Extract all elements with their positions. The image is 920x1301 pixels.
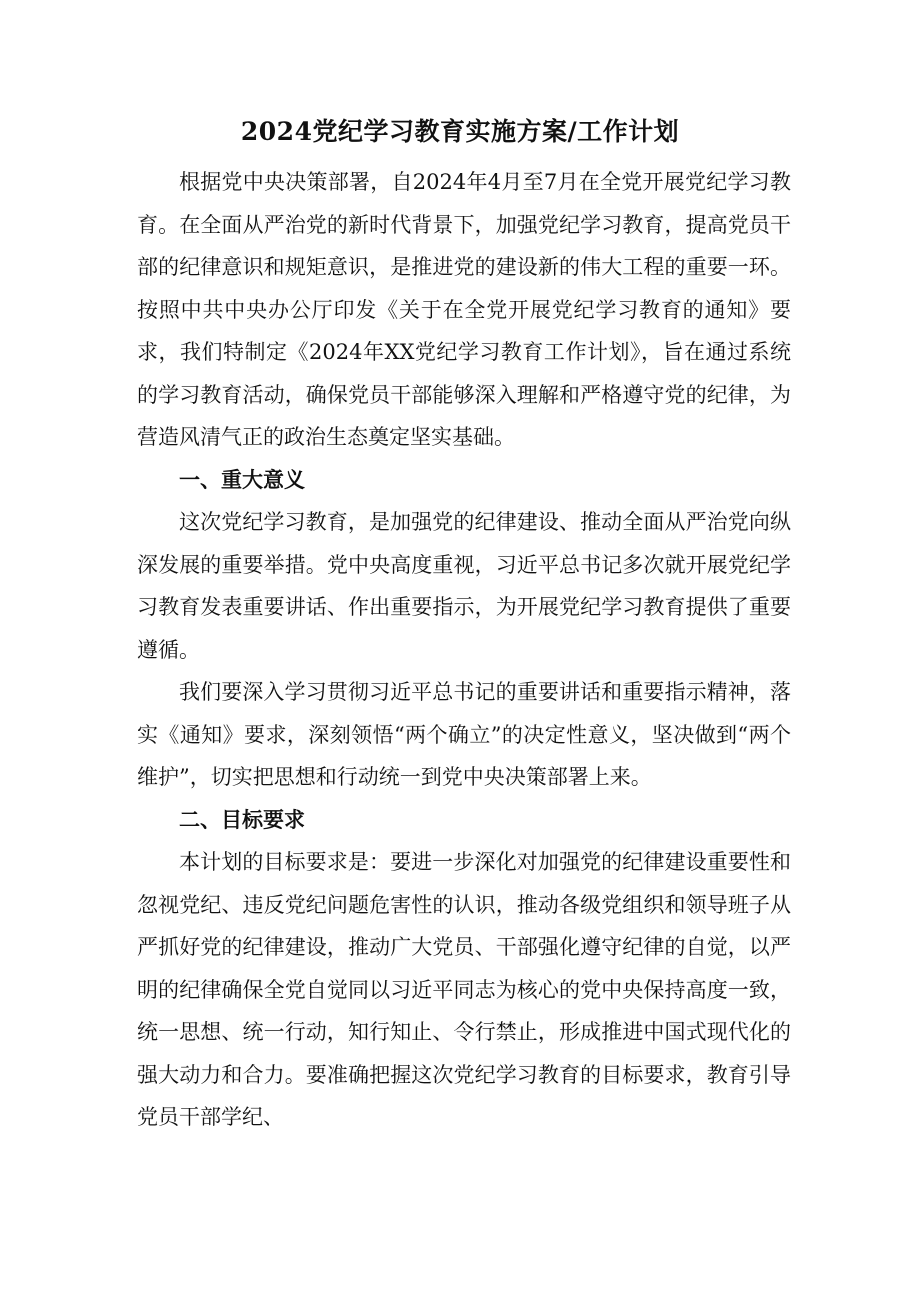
significance-paragraph-2: 我们要深入学习贯彻习近平总书记的重要讲话和重要指示精神，落实《通知》要求，深刻领悟“两个确立”的决定性意义，坚决做到“两个维护”，切实把思想和行动统一到党中央决策部署上来。 xyxy=(137,680,791,789)
document-title: 2024党纪学习教育实施方案/工作计划 xyxy=(240,117,680,146)
significance-paragraph-1: 这次党纪学习教育，是加强党的纪律建设、推动全面从严治党向纵深发展的重要举措。党中央高度重视，习近平总书记多次就开展党纪学习教育发表重要讲话、作出重要指示，为开展党纪学习教育提供了重要遵循。 xyxy=(137,510,791,662)
section-heading-goals: 二、目标要求 xyxy=(179,806,305,832)
goals-paragraph-1: 本计划的目标要求是：要进一步深化对加强党的纪律建设重要性和忽视党纪、违反党纪问题危害性的认识，推动各级党组织和领导班子从严抓好党的纪律建设，推动广大党员、干部强化遵守纪律的自觉，以严明的纪律确保全党自觉同以习近平同志为核心的党中央保持高度一致，统一思想、统一行动，知行知止、令行禁止，形成推进中国式现代化的强大动力和合力。要准确把握这次党纪学习教育的目标要求，教育引导党员干部学纪、 xyxy=(137,850,791,1129)
section-heading-significance: 一、重大意义 xyxy=(179,466,305,492)
document-body xyxy=(137,161,791,1139)
intro-paragraph: 根据党中央决策部署，自2024年4月至7月在全党开展党纪学习教育。在全面从严治党的新时代背景下，加强党纪学习教育，提高党员干部的纪律意识和规矩意识，是推进党的建设新的伟大工程的重要一环。按照中共中央办公厅印发《关于在全党开展党纪学习教育的通知》要求，我们特制定《2024年XX党纪学习教育工作计划》，旨在通过系统的学习教育活动，确保党员干部能够深入理解和严格遵守党的纪律，为营造风清气正的政治生态奠定坚实基础。 xyxy=(137,170,791,449)
